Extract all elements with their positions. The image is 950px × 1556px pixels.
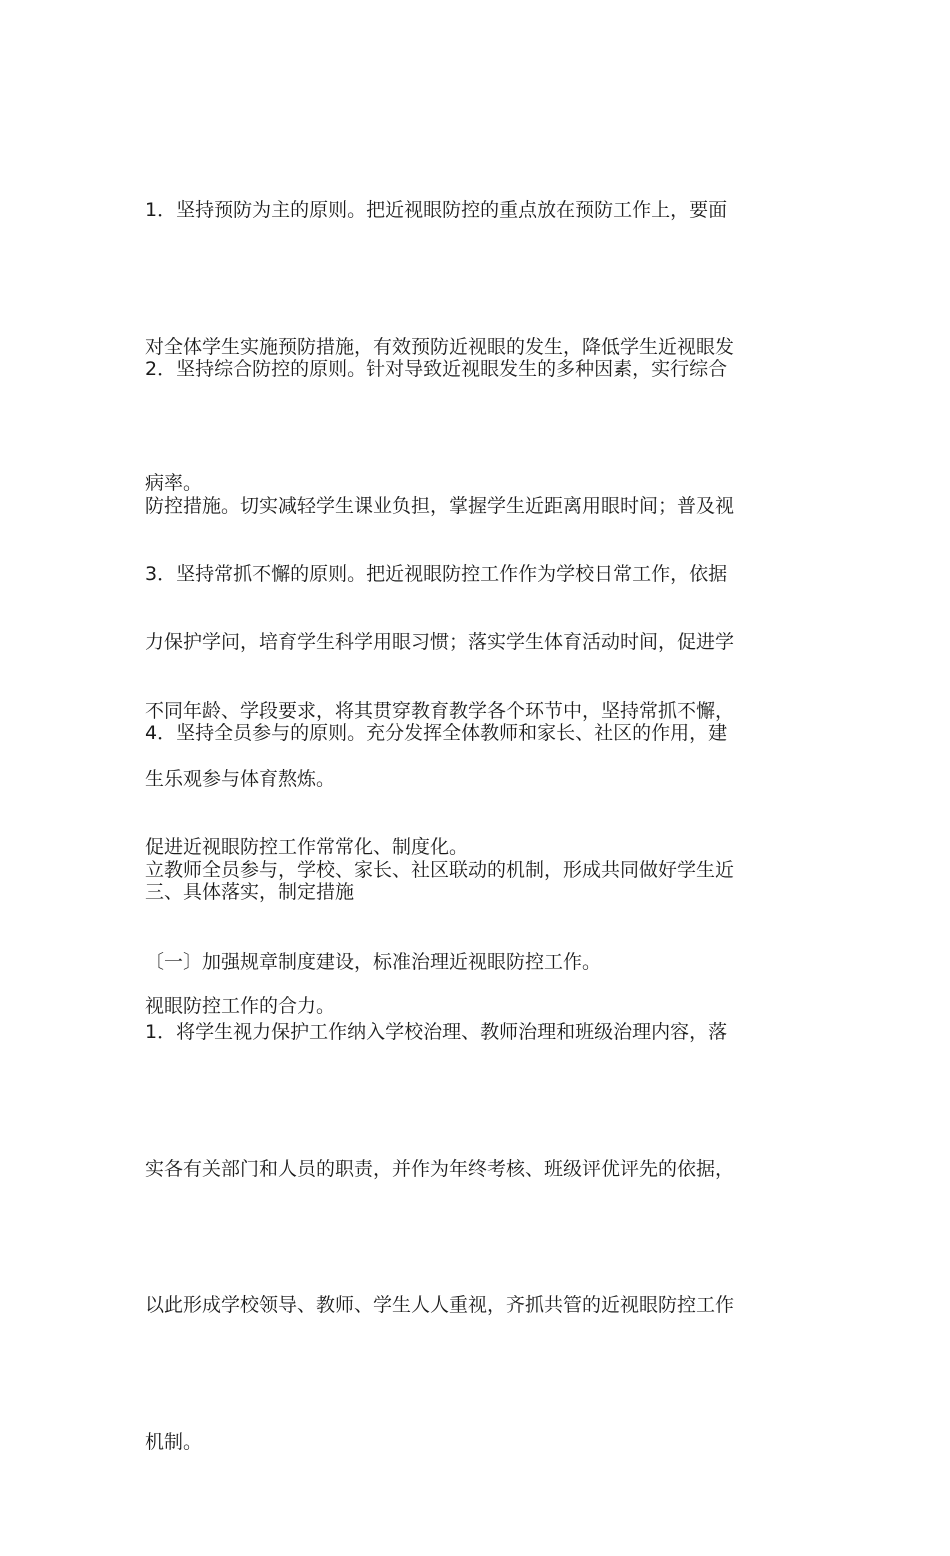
text-line: 以此形成学校领导、教师、学生人人重视，齐抓共管的近视眼防控工作 bbox=[145, 1294, 735, 1316]
text-line: 立教师全员参与，学校、家长、社区联动的机制，形成共同做好学生近 bbox=[145, 858, 735, 881]
text-line: 对全体学生实施预防措施，有效预防近视眼的发生，降低学生近视眼发 bbox=[145, 335, 735, 358]
text-line: 机制。 bbox=[145, 1430, 203, 1453]
text-line: 实各有关部门和人员的职责，并作为年终考核、班级评优评先的依据， bbox=[145, 1157, 735, 1180]
text-line: 不同年龄、学段要求，将其贯穿教育教学各个环节中，坚持常抓不懈， bbox=[145, 699, 735, 722]
text-line: 生乐观参与体育熬炼。 bbox=[145, 767, 336, 790]
text-line: 2．坚持综合防控的原则。针对导致近视眼发生的多种因素，实行综合 bbox=[145, 358, 728, 380]
text-line: 病率。 bbox=[145, 472, 203, 494]
text-line: 1．坚持预防为主的原则。把近视眼防控的重点放在预防工作上，要面 bbox=[145, 199, 728, 221]
text-line: 〔一〕加强规章制度建设，标准治理近视眼防控工作。 bbox=[145, 951, 602, 973]
text-line: 三、具体落实，制定措施 bbox=[145, 881, 355, 903]
text-line: 促进近视眼防控工作常常化、制度化。 bbox=[145, 836, 469, 858]
text-line: 防控措施。切实减轻学生课业负担，掌握学生近距离用眼时间；普及视 bbox=[145, 494, 735, 517]
text-line: 3．坚持常抓不懈的原则。把近视眼防控工作作为学校日常工作，依据 bbox=[145, 563, 728, 585]
measure-1-paragraph bbox=[145, 919, 815, 1556]
text-line: 视眼防控工作的合力。 bbox=[145, 995, 336, 1017]
text-line: 力保护学问，培育学生科学用眼习惯；落实学生体育活动时间，促进学 bbox=[145, 631, 735, 653]
text-line: 1．将学生视力保护工作纳入学校治理、教师治理和班级治理内容，落 bbox=[145, 1021, 728, 1043]
text-line: 4．坚持全员参与的原则。充分发挥全体教师和家长、社区的作用，建 bbox=[145, 722, 728, 744]
